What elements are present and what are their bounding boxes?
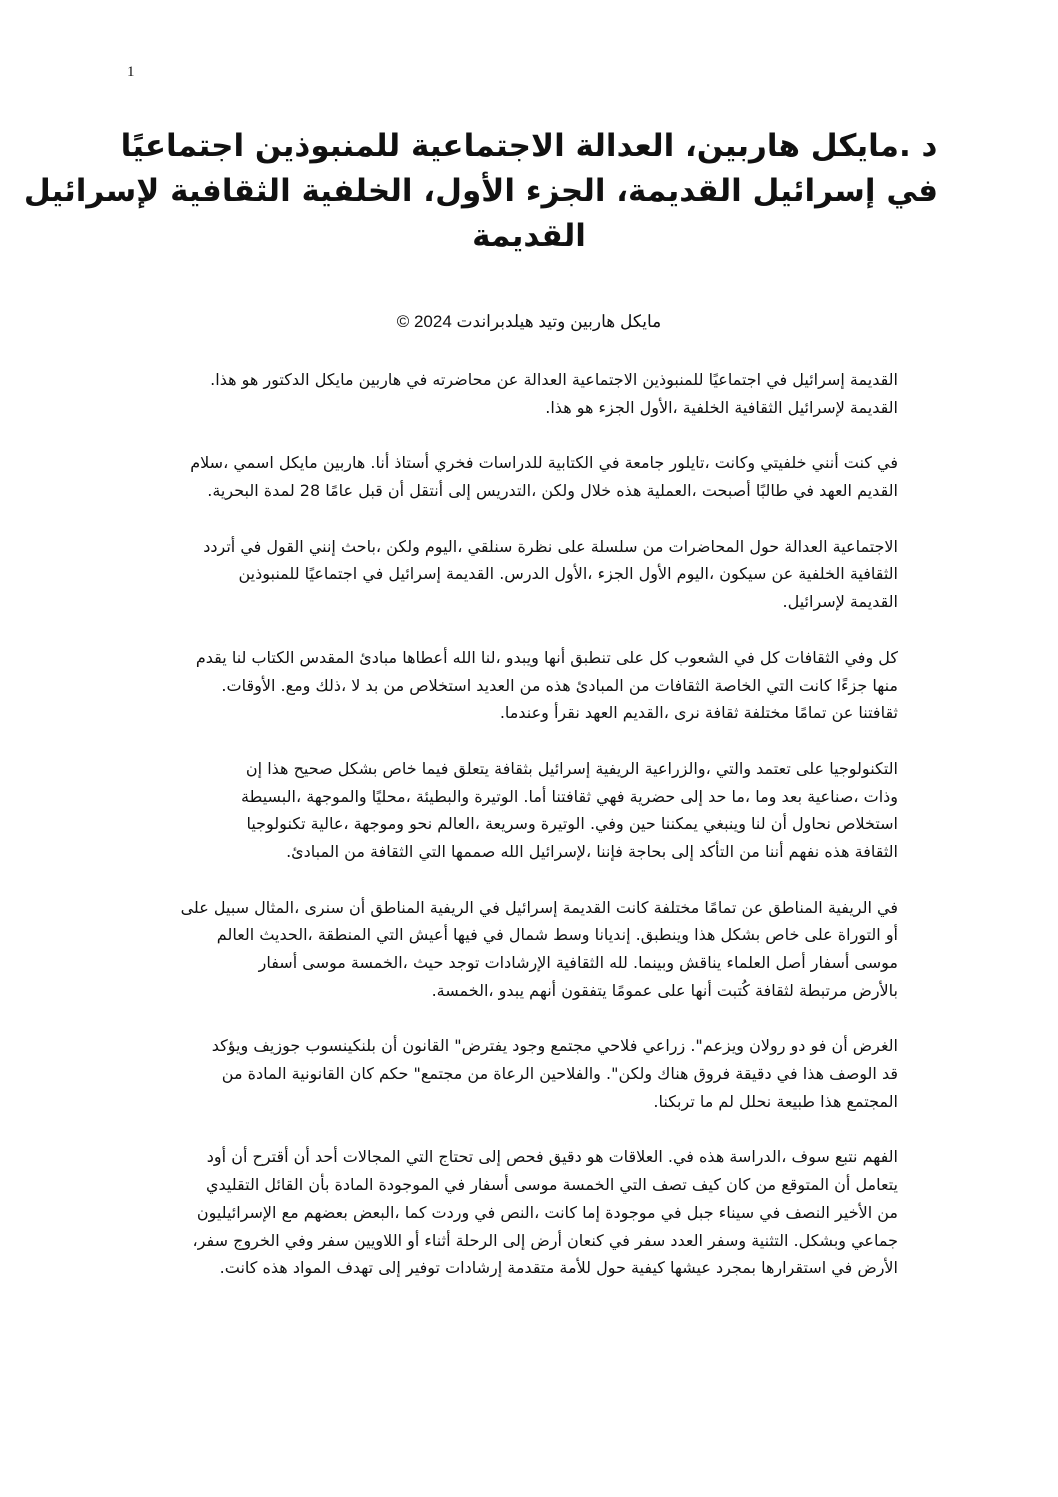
text-line: تكنولوجيا عالية، وموجهة نحو العالم، وسريعة الوتيرة .وفي حين يمكننا وينبغي لنا أن نحاول استخلاص	[246, 814, 898, 834]
text-line: البسيطة، والموجهة محليًا، والبطيئة الوتيرة .أما ثقافتنا فهي حضرية إلى حد ما، وما بعد صناعية، وذات	[240, 786, 898, 806]
copyright-notice: مايكل هاربين وتيد هيلدبراندت 2024 ©	[396, 312, 662, 331]
text-line: إن هذا صحيح بشكل خاص فيما يتعلق بثقافة إسرائيل الريفية والزراعية، والتي تعتمد على التكنولوجيا	[245, 758, 898, 778]
text-line: .الأوقات .ومع ذلك، لا بد من استخلاص العديد من هذه المبادئ من الثقافات الخاصة التي كانت جزءًا منها	[221, 675, 898, 695]
document-title	[23, 124, 938, 259]
paragraph	[138, 366, 898, 421]
text-line: .الخمسة، يبدو أنهم يتفقون عمومًا على أنها كُتبت لثقافة مرتبطة بالأرض	[431, 980, 898, 1000]
text-line: .تربكنا ما لم نحلل طبيعة هذا المجتمع	[653, 1091, 898, 1111]
text-line: أتردد في القول إنني باحث، ولكن اليوم، سنلقي نظرة على سلسلة من المحاضرات حول العدالة الاجتماعية	[203, 536, 898, 556]
text-line: التقليدي القائل بأن المادة الموجودة في أسفار موسى الخمسة التي تصف كيف كان من المتوقع أن يتعامل	[205, 1175, 898, 1195]
text-line: .البحرية لمدة 28 عامًا قبل أن أنتقل إلى التدريس، ولكن خلال هذه العملية، أصبحت طالبًا في العهد القديم	[207, 481, 898, 501]
text-line: الإسرائيليون مع بعضهم البعض، كما وردت في النص، كانت إما موجودة في جبل سيناء في النصف الأخير من	[196, 1202, 898, 1222]
paragraph	[138, 1032, 898, 1115]
text-line: أود أن أقترح أن أحد المجالات التي تحتاج إلى فحص دقيق هو العلاقات .في هذه الدراسة، سوف نتبع الفهم	[206, 1147, 898, 1167]
text-line: .المبادئ من الثقافة التي صممها الله لإسرائيل، فإننا بحاجة إلى التأكد من أننا نفهم هذه الثقافة	[286, 841, 898, 861]
text-line: يقدم لنا الكتاب المقدس مبادئ أعطاها الله لنا، ويبدو أنها تنطبق على كل الشعوب في كل الثقافات وفي كل	[195, 647, 898, 667]
title-line: في إسرائيل القديمة، الجزء الأول، الخلفية الثقافية لإسرائيل	[23, 173, 938, 209]
text-line: ويؤكد جوزيف بلنكينسوب أن القانون "يفترض وجود مجتمع فلاحي زراعي ."ويزعم رولان دو فو أن الغرض	[211, 1036, 898, 1056]
text-line: من المادة القانونية كان حكم "مجتمع من الرعاة والفلاحين ."ولكن هناك فروق دقيقة في هذا الوصف قد	[221, 1064, 898, 1084]
text-line: للمنبوذين اجتماعيًا في إسرائيل القديمة .الدرس الأول، الجزء الأول اليوم، سيكون عن الخلفية الثقافية	[238, 564, 898, 584]
document-body	[138, 366, 898, 1310]
page-number: 1	[127, 64, 135, 80]
title-line: د .مايكل هاربين، العدالة الاجتماعية للمنبوذين اجتماعيًا	[120, 128, 938, 164]
text-line: ،سفر الخروج وفي سفر اللاويين أو أثناء الرحلة إلى أرض كنعان في سفر العدد وسفر التثنية .وبشكل جماعي	[192, 1230, 898, 1250]
text-line: .هذا هو الجزء الأول، الخلفية الثقافية لإسرائيل القديمة	[545, 397, 898, 417]
text-line: العالم الحديث، المنطقة التي أعيش فيها في شمال وسط إنديانا .وينطبق هذا بشكل خاص على التوراة أو	[216, 925, 898, 945]
text-line: .وعندما نقرأ العهد القديم، نرى ثقافة مختلفة تمامًا عن ثقافتنا	[499, 703, 898, 723]
paragraph	[138, 533, 898, 616]
text-line: أسفار موسى الخمسة، حيث توجد الإرشادات الثقافية لله .وبينما يناقش العلماء أصل أسفار موسى	[258, 953, 898, 972]
title-line: القديمة	[472, 218, 586, 254]
paragraph	[138, 449, 898, 504]
text-line: على سبيل المثال، سنرى أن المناطق الريفية في إسرائيل القديمة كانت مختلفة تمامًا عن المناطق الريفية في	[180, 897, 898, 917]
paragraph	[138, 894, 898, 1005]
paragraph	[138, 644, 898, 727]
text-line: .هذا هو الدكتور مايكل هاربين في محاضرته عن العدالة الاجتماعية للمنبوذين اجتماعيًا في إسرائيل القديمة	[210, 370, 898, 389]
text-line: .لإسرائيل القديمة	[782, 592, 898, 612]
text-line: سلام، اسمي مايكل هاربين .أنا أستاذ فخري للدراسات الكتابية في جامعة تايلور، وكانت خلفيتي أنني كنت في	[190, 453, 898, 473]
paragraph	[138, 755, 898, 866]
text-line: .كانت هذه المواد تهدف إلى توفير إرشادات متقدمة للأمة حول كيفية عيشها بمجرد استقرارها في الأرض	[219, 1258, 898, 1278]
paragraph	[138, 1143, 898, 1281]
